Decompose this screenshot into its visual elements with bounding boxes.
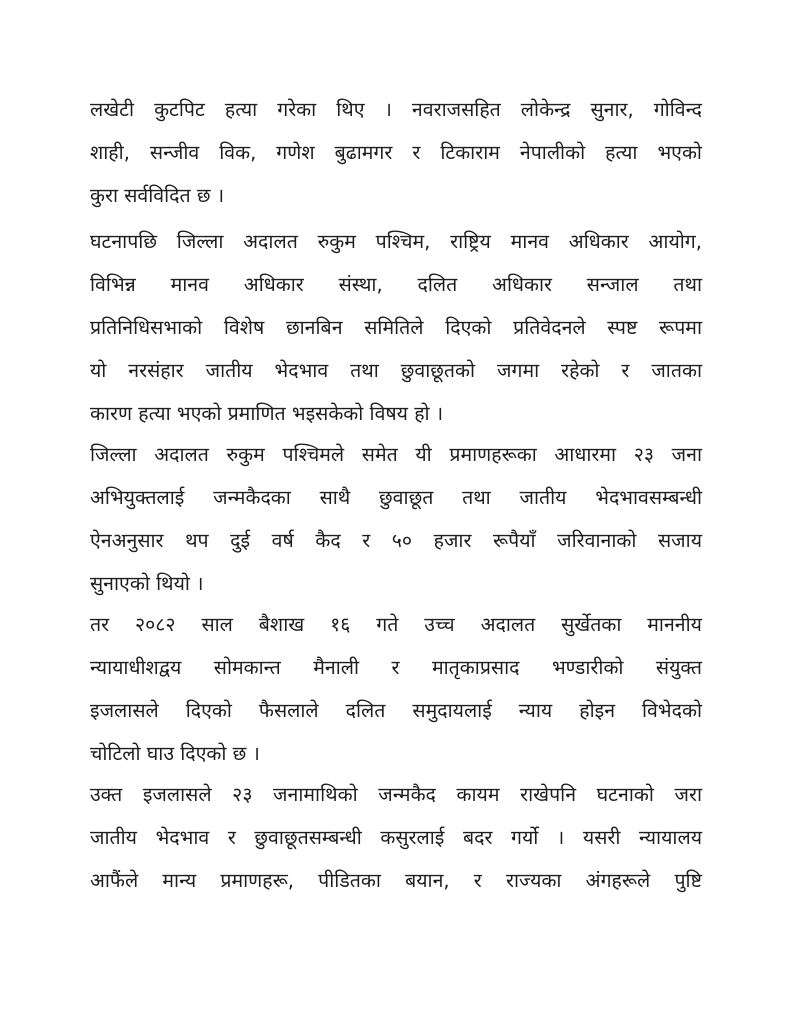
- line-text: तर २०८२ साल बैशाख १६ गते उच्च अदालत सुर्खेतका माननीय: [90, 613, 702, 636]
- text-line: [90, 773, 702, 816]
- line-text: आफैंले मान्य प्रमाणहरू, पीडितका बयान, र राज्यका अंगहरूले पुष्टि: [90, 869, 702, 892]
- text-line: [90, 603, 702, 646]
- text-line: [90, 519, 702, 562]
- text-line: [90, 732, 702, 775]
- line-text: शाही, सन्जीव विक, गणेश बुढामगर र टिकाराम नेपालीको हत्या भएको: [90, 141, 702, 164]
- paragraph-4: [90, 603, 702, 775]
- text-line: [90, 88, 702, 131]
- text-line: [90, 131, 702, 174]
- line-text: चोटिलो घाउ दिएको छ ।: [90, 742, 260, 765]
- line-text: इजलासले दिएको फैसलाले दलित समुदायलाई न्याय होइन विभेदको: [90, 699, 702, 722]
- line-text: अभियुक्तलाई जन्मकैदका साथै छुवाछूत तथा जातीय भेदभावसम्बन्धी: [90, 486, 702, 509]
- line-text: जातीय भेदभाव र छुवाछूतसम्बन्धी कसुरलाई बदर गर्यो । यसरी न्यायालय: [90, 826, 702, 849]
- text-line: [90, 562, 702, 605]
- text-line: [90, 306, 702, 349]
- text-line: [90, 220, 702, 263]
- line-text: घटनापछि जिल्ला अदालत रुकुम पश्चिम, राष्ट्रिय मानव अधिकार आयोग,: [90, 230, 702, 253]
- text-line: [90, 689, 702, 732]
- text-line: [90, 349, 702, 392]
- text-line: [90, 263, 702, 306]
- line-text: ऐनअनुसार थप दुई वर्ष कैद र ५० हजार रूपैयाँ जरिवानाको सजाय: [90, 529, 702, 552]
- line-text: कारण हत्या भएको प्रमाणित भइसकेको विषय हो ।: [90, 402, 444, 425]
- text-line: [90, 816, 702, 859]
- line-text: यो नरसंहार जातीय भेदभाव तथा छुवाछूतको जगमा रहेको र जातका: [90, 359, 702, 382]
- text-line: [90, 476, 702, 519]
- line-text: जिल्ला अदालत रुकुम पश्चिमले समेत यी प्रमाणहरूका आधारमा २३ जना: [90, 443, 702, 466]
- text-line: [90, 646, 702, 689]
- line-text: उक्त इजलासले २३ जनामाथिको जन्मकैद कायम राखेपनि घटनाको जरा: [90, 783, 702, 806]
- text-line: [90, 433, 702, 476]
- text-line: [90, 392, 702, 435]
- line-text: लखेटी कुटपिट हत्या गरेका थिए । नवराजसहित लोकेन्द्र सुनार, गोविन्द: [90, 98, 702, 121]
- text-line: [90, 859, 702, 902]
- paragraph-3: [90, 433, 702, 605]
- paragraph-5: [90, 773, 702, 902]
- line-text: प्रतिनिधिसभाको विशेष छानबिन समितिले दिएको प्रतिवेदनले स्पष्ट रूपमा: [90, 316, 702, 339]
- line-text: विभिन्न मानव अधिकार संस्था, दलित अधिकार सन्जाल तथा: [90, 273, 702, 296]
- text-line: [90, 174, 702, 217]
- line-text: न्यायाधीशद्वय सोमकान्त मैनाली र मातृकाप्रसाद भण्डारीको संयुक्त: [90, 656, 702, 679]
- line-text: कुरा सर्वविदित छ ।: [90, 184, 225, 207]
- line-text: सुनाएको थियो ।: [90, 572, 204, 595]
- paragraph-2: [90, 220, 702, 435]
- paragraph-1: [90, 88, 702, 217]
